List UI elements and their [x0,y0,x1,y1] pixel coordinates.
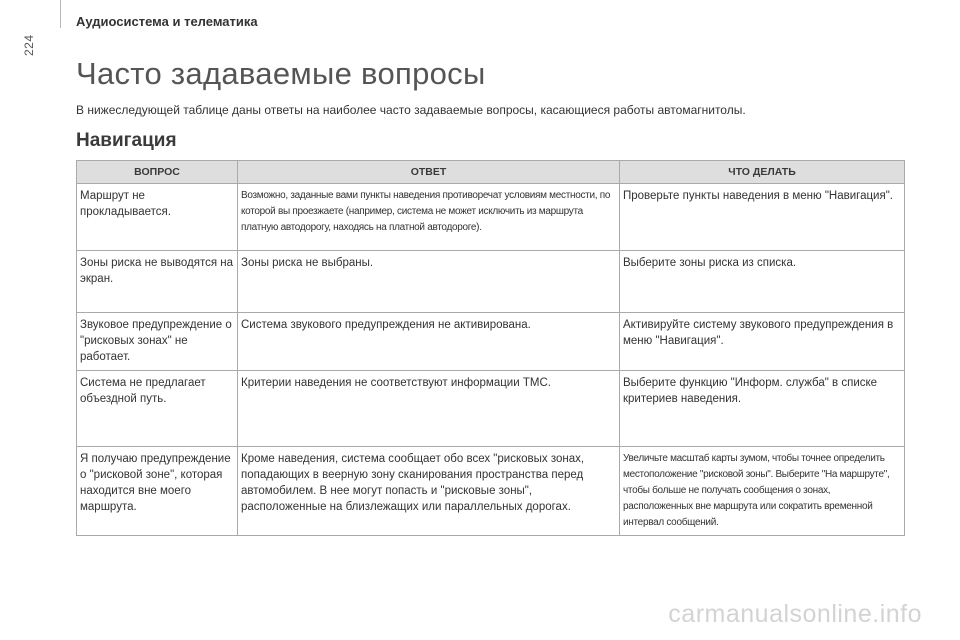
answer-cell: Возможно, заданные вами пункты наведения противоречат условиям местности, по которой вы проезжаете (например, система не может исключить из маршрута платную автодорогу, находясь на платной автодороге). [238,184,620,251]
table-row [77,371,905,447]
question-cell: Я получаю предупреждение о "рисковой зоне", которая находится вне моего маршрута. [77,447,238,536]
table-row [77,313,905,371]
header-action: ЧТО ДЕЛАТЬ [620,161,905,184]
section-subheading: Навигация [76,130,177,151]
question-cell: Звуковое предупреждение о "рисковых зонах" не работает. [77,313,238,371]
question-cell: Зоны риска не выводятся на экран. [77,251,238,313]
answer-cell: Кроме наведения, система сообщает обо всех "рисковых зонах, попадающих в веерную зону сканирования пространства перед автомобилем. В нее могут попасть и "рисковые зоны", расположенные на близлежащих или параллельных дорогах. [238,447,620,536]
action-cell: Активируйте систему звукового предупреждения в меню "Навигация". [620,313,905,371]
table-row [77,184,905,251]
faq-table [76,160,905,536]
answer-cell: Критерии наведения не соответствуют информации TMC. [238,371,620,447]
watermark: carmanualsonline.info [668,600,922,628]
page-title: Часто задаваемые вопросы [76,56,486,91]
question-cell: Маршрут не прокладывается. [77,184,238,251]
answer-cell: Зоны риска не выбраны. [238,251,620,313]
table-row [77,447,905,536]
header-answer: ОТВЕТ [238,161,620,184]
action-cell: Выберите зоны риска из списка. [620,251,905,313]
section-header: Аудиосистема и телематика [76,14,258,29]
question-cell: Система не предлагает объездной путь. [77,371,238,447]
header-question: ВОПРОС [77,161,238,184]
action-cell: Проверьте пункты наведения в меню "Навигация". [620,184,905,251]
intro-text: В нижеследующей таблице даны ответы на наиболее часто задаваемые вопросы, касающиеся работы автомагнитолы. [76,103,746,117]
answer-cell: Система звукового предупреждения не активирована. [238,313,620,371]
table-header-row [77,161,905,184]
table-row [77,251,905,313]
action-cell: Увеличьте масштаб карты зумом, чтобы точнее определить местоположение "рисковой зоны". Выберите "На маршруте", чтобы больше не получать сообщения о зонах, расположенных вне маршрута или сократить временной интервал сообщений. [620,447,905,536]
page-number: 224 [22,34,36,56]
side-rule [60,0,61,28]
action-cell: Выберите функцию "Информ. служба" в списке критериев наведения. [620,371,905,447]
